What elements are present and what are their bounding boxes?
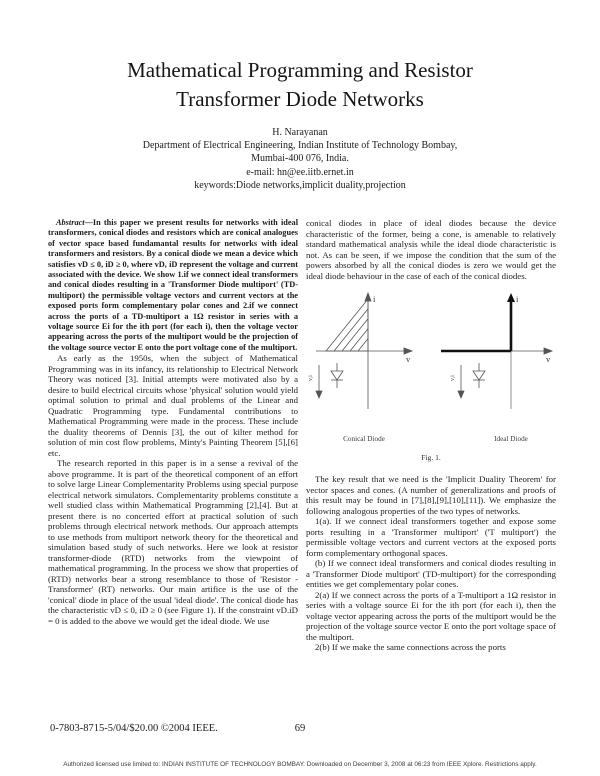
paragraph: The key result that we need is the 'Implicit Duality Theorem' for vector spaces and cones. (A number of generalizations and proofs of this result may be found in [7],[8],[9],[10],[11]). We emphasize the following analogous properties of the two types of networks. <box>306 474 556 516</box>
down-arrow-icon <box>316 391 322 398</box>
conical-region <box>326 299 368 351</box>
diode-icon <box>331 371 343 380</box>
ideal-diode-plot <box>441 293 552 409</box>
paragraph: (b) If we connect ideal transformers and conical diodes resulting in a 'Transformer Diode multiport' (TD-multiport) for the corresponding entities we get complementary polar cones. <box>306 558 556 589</box>
paragraph: 2(a) If we connect across the ports of a T-multiport a 1Ω resistor in series with a voltage source Ei for the ith port (for each i), then the voltage vector appearing across the ports of the multiport would be the projection of the voltage source vector E onto the port voltage space of the multiport. <box>306 589 556 642</box>
copyright-line: 0-7803-8715-5/04/$20.00 ©2004 IEEE. <box>50 723 218 734</box>
two-column-body <box>48 218 556 653</box>
v-axis-label: v <box>546 354 551 364</box>
author-block <box>0 126 600 192</box>
abstract-label: Abstract— <box>56 218 93 227</box>
paragraph: The research reported in this paper is in a sense a revival of the above programme. It is part of the theoretical component of an effort to solve large Linear Complementarity Problems using special purpose electrical network simulators. Complementarity problems constitute a well studied class within Mathematical Programming [2],[4]. But at present there is no concerted effort at practical solution of such problems through electrical network methods. Our approach attempts to use methods from multiport network theory for the theoretical and simulation based study of such networks. Here we look at resistor transformer-diode (RTD) networks from the viewpoint of mathematical programming. In the process we show that properties of (RTD) networks bear a strong resemblance to those of 'Resistor - Transformer' (RT) networks. Our main artifice is the use of the 'conical' diode in place of the usual 'ideal diode'. The conical diode has the characteristic vD ≤ 0, iD ≥ 0 (see Figure 1). If the constraint vD.iD = 0 is added to the above we would get the ideal diode. We use <box>48 458 298 626</box>
i-axis-label: i <box>373 294 376 304</box>
hatch-line <box>358 339 368 351</box>
paragraph: 2(b) If we make the same connections across the ports <box>315 642 506 652</box>
vi-label: v,i <box>450 375 456 381</box>
author-email: e-mail: hn@ee.iitb.ernet.in <box>246 166 354 178</box>
paragraph: 1(a). If we connect ideal transformers together and expose some ports resulting in a 'Transformer multiport' ('T multiport') the permissible voltage vectors and current vectors at the exposed ports form complementary orthogonal spaces. <box>306 516 556 558</box>
hatch-line <box>342 319 368 351</box>
page-number: 69 <box>294 723 306 734</box>
figure-1-diagram <box>306 289 556 449</box>
abstract-text: In this paper we present results for networks with ideal transformers, conical diodes and resistors which are conical analogues of vector space based fundamantal results for networks with ideal transformers and resistors. By a conical diode we mean a device which satisfies vD ≤ 0, iD ≥ 0, where vD, iD represent the voltage and current associated with the device. We show 1.if we connect ideal transformers and conical diodes resulting in a 'Transformer Diode multiport' (TD-multiport) the permissible voltage vectors and current vectors at the exposed ports form complementary polar cones and 2.if we connect across the ports of a TD-multiport a 1Ω resistor in series with a voltage source Ei for the ith port (for each i), then the voltage vector appearing across the ports of the multiport would be the projection of the voltage source vector E onto the port voltage cone of the multiport. <box>48 218 298 352</box>
paper-title: Mathematical Programming and Resistor Transformer Diode Networks <box>127 58 473 111</box>
i-axis-label: i <box>516 294 519 304</box>
license-notice: Authorized licensed use limited to: INDIAN INSTITUTE OF TECHNOLOGY BOMBAY. Downloaded on December 3, 2008 at 06:23 from IEEE Xplore. Restrictions apply. <box>63 761 537 768</box>
author-name: H. Narayanan <box>272 127 328 138</box>
affiliation-line-2: Mumbai-400 076, India. <box>251 153 349 165</box>
ideal-diode-label: Ideal Diode <box>494 435 528 443</box>
page-footer <box>0 723 600 737</box>
abstract-paragraph <box>48 218 298 353</box>
left-column <box>48 218 298 653</box>
vi-label: v,i <box>308 375 314 381</box>
affiliation-line-1: Department of Electrical Engineering, Indian Institute of Technology Bombay, <box>142 140 458 152</box>
keywords-line: keywords:Diode networks,implicit duality,projection <box>194 179 406 191</box>
conical-diode-label: Conical Diode <box>343 435 385 443</box>
paper-header <box>0 56 600 192</box>
figure-caption: Fig. 1. <box>421 453 441 462</box>
i-axis-arrow-icon <box>507 293 515 302</box>
paragraph: conical diodes in place of ideal diodes because the device characteristic of the former, being a cone, is amenable to relatively standard mathematical analysis while the ideal diode characteristic is not. As can be seen, if we impose the condition that the sum of the powers absorbed by all the conical diodes is zero we would get the ideal diode behaviour in the case of each of the conical diodes. <box>306 218 556 281</box>
i-axis-arrow-icon <box>365 293 371 301</box>
hatch-line <box>350 329 368 351</box>
diode-icon <box>473 371 485 380</box>
figure-1 <box>306 289 556 462</box>
v-axis-label: v <box>406 354 411 364</box>
paragraph: As early as the 1950s, when the subject of Mathematical Programming was in its infancy, its relationship to Electrical Network Theory was noticed [3]. Initial attempts were motivated also by a desire to build electrical circuits whose 'physical' solution would yield optimal solution to primal and dual problems of the Linear and Quadratic Programming type. Fundamental contributions to Mathematical Programming were made in the process. These include the duality theorems of Dennis [3], the out of kilter method for solution of min cost flow problems, Minty's Painting Theorem [5],[6] etc. <box>48 353 298 458</box>
right-column <box>306 218 556 653</box>
conical-diode-plot <box>316 293 412 409</box>
down-arrow-icon <box>458 391 464 398</box>
